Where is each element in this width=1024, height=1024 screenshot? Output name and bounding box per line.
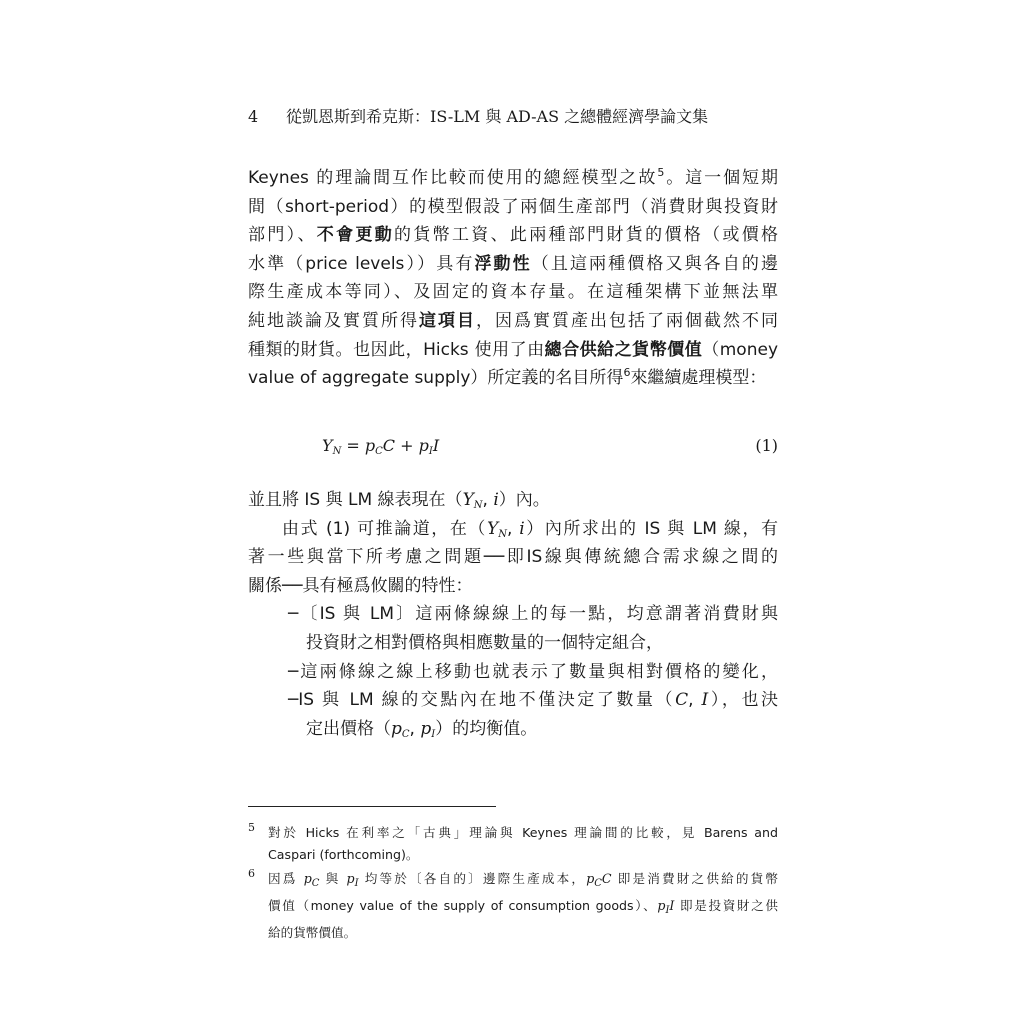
text-run: 並且將 IS 與 LM 線表現在（ xyxy=(248,490,463,510)
footnote-line: 對於 Hicks 在利率之「古典」理論與 Keynes 理論間的比較，見 Barens and xyxy=(268,825,778,840)
text-run: 投資財之相對價格與相應數量的一個特定組合， xyxy=(306,632,663,653)
text-run: ）的均衡值。 xyxy=(435,718,538,739)
footnote-line xyxy=(268,895,778,922)
text-run: 價值（money value of the supply of consumption goods）、 xyxy=(268,898,658,913)
text-line xyxy=(248,486,778,515)
text-run: value of aggregate supply）所定義的名目所得 xyxy=(248,368,624,389)
text-run: （money xyxy=(702,339,778,360)
math-sub: C xyxy=(401,728,410,740)
text-run: ─〔IS 與 LM〕這兩條線線上的每一點，均意謂著消費財與 xyxy=(288,604,778,625)
text-run: ─IS 與 LM 線的交點內在地不僅決定了數量（ xyxy=(288,690,676,711)
math-sub: C xyxy=(594,878,602,889)
text-run: 均等於〔各自的〕邊際生產成本， xyxy=(358,871,587,886)
math-var: Y xyxy=(486,518,499,539)
text-run: 部門）、 xyxy=(248,225,317,246)
equation-1 xyxy=(322,436,778,457)
equation-number: (1) xyxy=(755,436,778,455)
text-line xyxy=(248,250,778,279)
text-run: 純地談論及實質所得 xyxy=(248,310,419,331)
math-sub: C xyxy=(311,878,320,889)
bullet-line xyxy=(248,600,778,629)
running-title: 從凱恩斯到希克斯：IS-LM 與 AD-AS 之總體經濟學論文集 xyxy=(286,107,709,126)
math-var: i xyxy=(519,518,525,539)
text-run: 由式 (1) 可推論道，在（ xyxy=(282,518,487,539)
eq-var: p xyxy=(418,436,429,455)
math-var: C xyxy=(675,690,689,711)
bold-term: 浮動性 xyxy=(474,253,532,274)
page-header xyxy=(248,104,778,127)
text-run: 間（short-period）的模型假設了兩個生產部門（消費財與投資財 xyxy=(248,196,778,217)
text-run: 水準（price levels））具有 xyxy=(248,253,475,274)
math-var: Y xyxy=(462,490,474,510)
text-run: , xyxy=(482,490,494,510)
bullet-line xyxy=(248,629,778,658)
text-run: , xyxy=(506,518,520,539)
text-line xyxy=(248,364,778,393)
text-run: 際生產成本等同）、及固定的資本存量。在這種架構下並無法單 xyxy=(248,282,778,303)
bold-term: 這項目 xyxy=(419,310,476,331)
text-line xyxy=(248,221,778,250)
math-var: C xyxy=(601,871,612,886)
text-run: ，因爲實質產出包括了兩個截然不同 xyxy=(476,310,778,331)
math-sub: I xyxy=(431,728,436,740)
text-line xyxy=(248,543,778,572)
text-run: ─這兩條線之線上移動也就表示了數量與相對價格的變化， xyxy=(288,661,778,682)
text-run: 來繼續處理模型： xyxy=(630,368,767,389)
text-line xyxy=(248,278,778,307)
math-var: p xyxy=(420,718,432,739)
eq-var: Y xyxy=(322,436,333,455)
math-var: I xyxy=(669,898,675,913)
text-run: 即是消費財之供給的貨幣 xyxy=(611,871,778,886)
text-run: Keynes 的理論間互作比較而使用的總經模型之故 xyxy=(248,168,658,188)
page-number: 4 xyxy=(248,107,259,126)
text-run: 。這一個短期 xyxy=(664,168,778,188)
text-line xyxy=(248,572,778,601)
text-run: 種類的財貨。也因此，Hicks 使用了由 xyxy=(248,339,545,360)
text-run: 因爲 xyxy=(268,871,304,886)
text-run: , xyxy=(688,690,702,711)
eq-op: = xyxy=(341,436,365,455)
paragraph-1 xyxy=(248,164,778,393)
footnote-line: 給的貨幣價值。 xyxy=(268,925,357,940)
bold-term: 不會更動 xyxy=(316,225,395,246)
math-sub: N xyxy=(473,500,483,511)
math-var: p xyxy=(346,871,355,886)
bold-term: 總合供給之貨幣價值 xyxy=(544,339,703,360)
math-var: I xyxy=(701,690,709,711)
text-line xyxy=(248,515,778,544)
math-var: p xyxy=(586,871,595,886)
text-line xyxy=(248,336,778,365)
footnote-ref-6: 6 xyxy=(623,366,631,380)
text-run: , xyxy=(409,718,421,739)
text-run: 與 xyxy=(319,871,347,886)
eq-var: p xyxy=(364,436,376,455)
text-run: ），也決 xyxy=(708,690,779,711)
eq-sub: C xyxy=(375,446,383,457)
math-var: p xyxy=(657,898,666,913)
text-run: （且這兩種價格又與各自的邊 xyxy=(531,253,778,274)
text-run: ）內所求出的 IS 與 LM 線，有 xyxy=(524,518,778,539)
bullet-line xyxy=(248,658,778,687)
footnote-ref-5: 5 xyxy=(657,166,665,179)
footnote-divider xyxy=(248,806,496,807)
math-sub: I xyxy=(354,878,359,889)
footnote-mark: 5 xyxy=(248,821,255,834)
eq-op: + xyxy=(395,436,419,455)
eq-var: I xyxy=(432,436,440,455)
text-line xyxy=(248,307,778,336)
footnote-mark: 6 xyxy=(248,867,255,880)
text-run: 著一些與當下所考慮之問題──即IS線與傳統總合需求線之間的 xyxy=(248,547,778,568)
math-var: p xyxy=(303,871,312,886)
footnote-text xyxy=(268,868,778,944)
bullet-line xyxy=(248,686,778,715)
text-line xyxy=(248,193,778,222)
text-run: ）內。 xyxy=(498,490,550,510)
footnote-5 xyxy=(248,822,778,866)
text-run: 的貨幣工資、此兩種部門財貨的價格（或價格 xyxy=(394,225,779,246)
eq-sub: N xyxy=(332,446,342,457)
text-run: 關係──具有極爲攸關的特性： xyxy=(248,575,473,596)
math-sub: N xyxy=(498,528,507,540)
footnote-line xyxy=(268,868,778,895)
footnote-6 xyxy=(248,868,778,944)
math-var: p xyxy=(391,718,402,739)
paragraph-2 xyxy=(248,486,778,743)
eq-var: C xyxy=(382,436,396,455)
eq-sub: I xyxy=(428,446,433,457)
math-var: i xyxy=(493,490,499,510)
footnote-text xyxy=(268,822,778,866)
bullet-line xyxy=(248,715,778,744)
math-sub: I xyxy=(665,905,670,916)
text-line xyxy=(248,164,778,193)
footnote-line: Caspari (forthcoming)。 xyxy=(268,847,419,862)
text-run: 定出價格（ xyxy=(306,718,391,739)
text-run: 即是投資財之供 xyxy=(674,898,778,913)
